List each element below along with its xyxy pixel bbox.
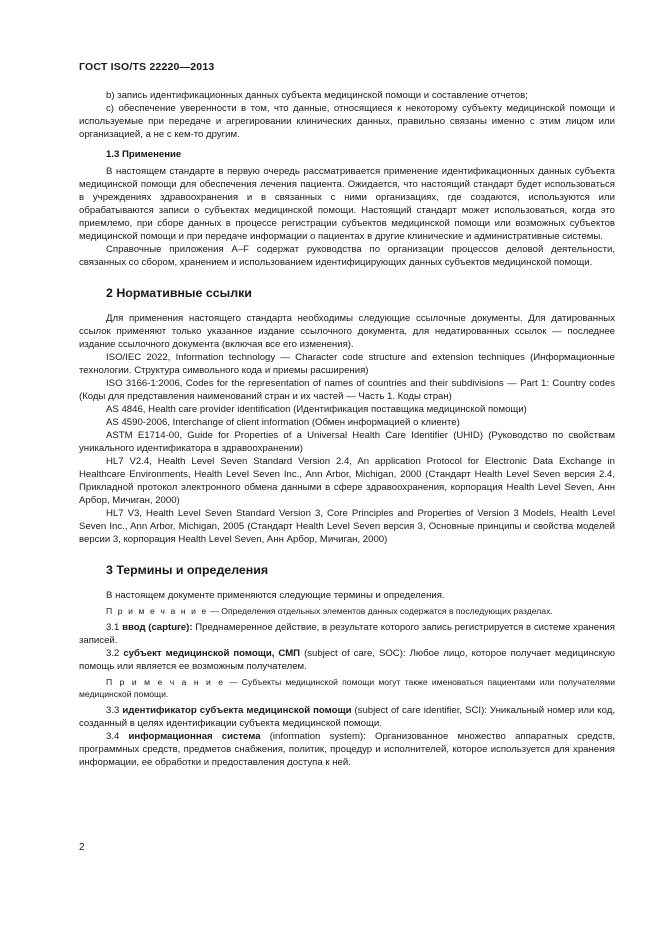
- term-3-1: [79, 621, 615, 647]
- term-3-3: [79, 704, 615, 730]
- term-definition: (information system): Организованное множество аппаратных средств, программных средств, предметов снабжения, политик, процедур и исполнителей, которое используется для хранения информации, ее обработки и предоставления доступа к ней.: [79, 731, 615, 768]
- reference-item: ASTM E1714-00, Guide for Properties of a Universal Health Care Identifier (UHID) (Руководство по свойствам уникального идентификатора в здравоохранении): [79, 430, 615, 454]
- term-number: 3.2: [106, 648, 124, 659]
- paragraph: Справочные приложения A–F содержат руководства по организации процессов деловой деятельности, связанных со сбором, хранением и использованием идентифицирующих данных субъектов медицинской помощи.: [79, 244, 615, 268]
- list-item-c: c) обеспечение уверенности в том, что данные, относящиеся к некоторому субъекту медицинской помощи и используемые при передаче и агрегировании клинических данных, правильно связаны именно с этим лицом или организацией, а не с кем-то другим.: [79, 103, 615, 140]
- term-definition: Преднамеренное действие, в результате которого запись регистрируется в системе хранения записей.: [79, 622, 615, 646]
- term-number: 3.1: [106, 622, 123, 633]
- paragraph: Для применения настоящего стандарта необходимы следующие ссылочные документы. Для датированных ссылок применяют только указанное издание ссылочного документа, для недатированных ссылок — последнее издание ссылочного документа (включая все его изменения).: [79, 313, 615, 350]
- reference-item: ISO 3166-1:2006, Codes for the representation of names of countries and their subdivisions — Part 1: Country codes (Коды для представления наименований стран и их частей — Часть 1. Коды стран): [79, 378, 615, 402]
- note-text: — Определения отдельных элементов данных содержатся в последующих разделах.: [207, 606, 553, 616]
- reference-item: HL7 V3, Health Level Seven Standard Version 3, Core Principles and Properties of Version 3 Models, Health Level Seven Inc., Ann Arbor, Michigan, 2005 (Стандарт Health Level Seven версия 3, Основные принципы и свойства моделей версии 3, корпорация Health Level Seven, Анн Арбор, Мичиган, 2000): [79, 508, 615, 545]
- note-text: — Субъекты медицинской помощи могут также именоваться пациентами или получателями медицинской помощи.: [79, 677, 616, 699]
- reference-item: HL7 V2.4, Health Level Seven Standard Version 2.4, An application Protocol for Electronic Data Exchange in Healthcare Environments, Health Level Seven Inc., Ann Arbor, Michigan, 2000 (Стандарт Health Level Seven версия 2.4, Прикладной протокол электронного обмена данными в сфере здравоохранения, корпорация Health Level Seven, Анн Арбор, Мичиган, 2000): [79, 456, 615, 506]
- reference-item: AS 4590-2006, Interchange of client information (Обмен информацией о клиенте): [106, 417, 460, 428]
- section-title-3: 3 Термины и определения: [106, 563, 269, 577]
- note: [79, 605, 615, 617]
- subsection-title-1-3: 1.3 Применение: [106, 149, 182, 160]
- note-label: П р и м е ч а н и е: [106, 606, 208, 616]
- note: [79, 676, 615, 700]
- term-definition: (subject of care identifier, SCI): Уникальный номер или код, созданный в целях идентификации субъекта медицинской помощи.: [79, 705, 615, 729]
- term-name: субъект медицинской помощи, СМП: [123, 648, 301, 659]
- page-content: [79, 89, 615, 769]
- page-number: 2: [79, 842, 85, 853]
- reference-item: ISO/IEC 2022, Information technology — Character code structure and extension techniques (Информационные технологии. Структура символьного кода и приемы расширения): [79, 352, 615, 376]
- term-name: информационная система: [128, 731, 261, 742]
- section-title-2: 2 Нормативные ссылки: [106, 286, 252, 300]
- term-name: ввод (capture):: [122, 622, 193, 633]
- paragraph: В настоящем документе применяются следующие термины и определения.: [106, 590, 445, 601]
- note-label: П р и м е ч а н и е: [106, 677, 225, 687]
- reference-item: AS 4846, Health care provider identification (Идентификация поставщика медицинской помощи): [106, 404, 527, 415]
- term-definition: (subject of care, SOC): Любое лицо, которое получает медицинскую помощь или является ее возможным получателем.: [79, 648, 615, 672]
- document-header: ГОСТ ISO/TS 22220—2013: [79, 61, 215, 73]
- term-3-2: [79, 647, 615, 673]
- term-3-4: [79, 730, 615, 769]
- term-name: идентификатор субъекта медицинской помощи: [122, 705, 352, 716]
- paragraph: В настоящем стандарте в первую очередь рассматривается применение идентификационных данных субъекта медицинской помощи для обеспечения лечения пациента. Ожидается, что настоящий стандарт будет использоваться в учреждениях здравоохранения и в связанных с ними организациях, где создаются, используются или обрабатываются записи о субъектах медицинской помощи. Настоящий стандарт может использоваться, когда это приемлемо, при сборе данных в процессе регистрации субъектов медицинской помощи или возможных субъектов медицинской помощи и при передаче информации о пациентах в другие клинические и административные системы.: [79, 166, 615, 242]
- term-number: 3.4: [106, 731, 129, 742]
- list-item-b: b) запись идентификационных данных субъекта медицинской помощи и составление отчетов;: [106, 90, 528, 101]
- term-number: 3.3: [106, 705, 123, 716]
